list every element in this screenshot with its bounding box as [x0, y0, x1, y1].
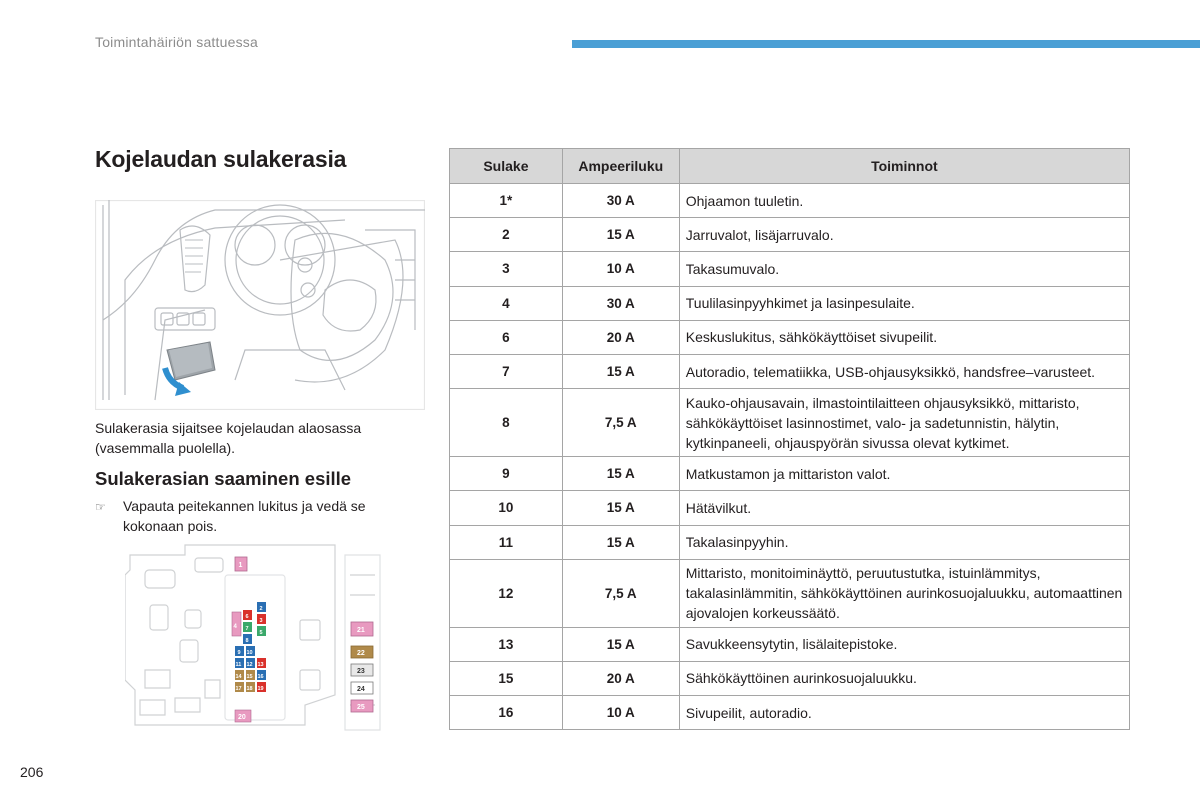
table-row: [450, 286, 1130, 320]
fuse-label-16: 16: [257, 674, 264, 680]
table-row: [450, 525, 1130, 559]
fuse-number-cell: 3: [450, 252, 563, 286]
amperage-cell: 30 A: [562, 184, 679, 218]
fuse-label-7: 7: [245, 626, 249, 632]
hand-pointer-icon: ☞: [95, 500, 106, 514]
fuse-number-cell: 11: [450, 525, 563, 559]
function-cell: Hätävilkut.: [679, 491, 1129, 525]
column-header-amperage: Ampeeriluku: [562, 149, 679, 184]
function-cell: Ohjaamon tuuletin.: [679, 184, 1129, 218]
fuse-label-13: 13: [257, 662, 264, 668]
section-title: Toimintahäiriön sattuessa: [95, 34, 258, 50]
function-cell: Matkustamon ja mittariston valot.: [679, 457, 1129, 491]
table-row: [450, 457, 1130, 491]
amperage-cell: 10 A: [562, 696, 679, 730]
fuse-number-cell: 12: [450, 559, 563, 627]
fuse-table: [449, 148, 1130, 730]
instruction-text: Vapauta peitekannen lukitus ja vedä se kokonaan pois.: [123, 498, 366, 534]
table-row: [450, 320, 1130, 354]
amperage-cell: 15 A: [562, 457, 679, 491]
page-number: 206: [20, 764, 44, 780]
table-row: [450, 491, 1130, 525]
amperage-cell: 20 A: [562, 320, 679, 354]
table-row: [450, 184, 1130, 218]
fuse-box-diagram: [125, 540, 390, 735]
function-cell: Tuulilasinpyyhkimet ja lasinpesulaite.: [679, 286, 1129, 320]
table-row: [450, 559, 1130, 627]
fuse-label-17: 17: [235, 686, 242, 692]
fuse-number-cell: 13: [450, 627, 563, 661]
amperage-cell: 7,5 A: [562, 389, 679, 457]
column-header-fuse: Sulake: [450, 149, 563, 184]
table-row: [450, 627, 1130, 661]
fuse-number-cell: 2: [450, 218, 563, 252]
fuse-label-20: 20: [238, 714, 246, 721]
fuse-label-18: 18: [246, 686, 253, 692]
amperage-cell: 10 A: [562, 252, 679, 286]
fuse-number-cell: 9: [450, 457, 563, 491]
dashboard-illustration: [95, 200, 425, 410]
function-cell: Keskuslukitus, sähkökäyttöiset sivupeilit.: [679, 320, 1129, 354]
fuse-label-1: 1: [238, 562, 243, 569]
fuse-label-14: 14: [235, 674, 242, 680]
page-header: [0, 0, 1200, 60]
amperage-cell: 15 A: [562, 218, 679, 252]
fuse-label-12: 12: [246, 662, 253, 668]
amperage-cell: 15 A: [562, 525, 679, 559]
fuse-number-cell: 6: [450, 320, 563, 354]
amperage-cell: 20 A: [562, 661, 679, 695]
fuse-label-24: 24: [357, 686, 365, 693]
table-row: [450, 661, 1130, 695]
fuse-number-cell: 10: [450, 491, 563, 525]
fuse-label-15: 15: [246, 674, 253, 680]
fuse-label-21: 21: [357, 627, 365, 634]
location-caption: Sulakerasia sijaitsee kojelaudan alaosassa (vasemmalla puolella).: [95, 420, 362, 456]
fuse-label-19: 19: [257, 686, 264, 692]
amperage-cell: 15 A: [562, 491, 679, 525]
column-header-functions: Toiminnot: [679, 149, 1129, 184]
accent-bar: [572, 40, 1200, 48]
fuse-label-9: 9: [237, 650, 241, 656]
fuse-number-cell: 16: [450, 696, 563, 730]
fuse-label-5: 5: [259, 630, 263, 636]
amperage-cell: 15 A: [562, 627, 679, 661]
fuse-label-2: 2: [259, 606, 263, 612]
fuse-number-cell: 1*: [450, 184, 563, 218]
table-header-row: [450, 149, 1130, 184]
fuse-label-3: 3: [259, 618, 263, 624]
amperage-cell: 7,5 A: [562, 559, 679, 627]
fuse-label-10: 10: [246, 650, 253, 656]
amperage-cell: 30 A: [562, 286, 679, 320]
fuse-label-23: 23: [357, 668, 365, 675]
fuse-number-cell: 7: [450, 354, 563, 388]
fuse-label-4: 4: [233, 624, 237, 630]
left-column: [95, 140, 425, 173]
fuse-label-11: 11: [235, 662, 242, 668]
page-title: Kojelaudan sulakerasia: [95, 146, 347, 172]
fuse-label-6: 6: [245, 614, 249, 620]
table-row: [450, 218, 1130, 252]
function-cell: Kauko-ohjausavain, ilmastointilaitteen ohjausyksikkö, mittaristo, sähkökäyttöiset lasinnostimet, valo- ja sadetunnistin, hälytin, kytkinpaneeli, ohjauspyörän sivussa olevat kytkimet.: [679, 389, 1129, 457]
function-cell: Autoradio, telematiikka, USB-ohjausyksikkö, handsfree–varusteet.: [679, 354, 1129, 388]
table-row: [450, 389, 1130, 457]
function-cell: Takasumuvalo.: [679, 252, 1129, 286]
function-cell: Takalasinpyyhin.: [679, 525, 1129, 559]
instruction-item: [95, 496, 405, 536]
function-cell: Savukkeensytytin, lisälaitepistoke.: [679, 627, 1129, 661]
fuse-number-cell: 15: [450, 661, 563, 695]
function-cell: Jarruvalot, lisäjarruvalo.: [679, 218, 1129, 252]
amperage-cell: 15 A: [562, 354, 679, 388]
table-row: [450, 252, 1130, 286]
section-subtitle: Sulakerasian saaminen esille: [95, 468, 352, 489]
fuse-label-22: 22: [357, 650, 365, 657]
function-cell: Sivupeilit, autoradio.: [679, 696, 1129, 730]
table-row: [450, 354, 1130, 388]
fuse-number-cell: 8: [450, 389, 563, 457]
table-row: [450, 696, 1130, 730]
fuse-label-25: 25: [357, 704, 365, 711]
function-cell: Mittaristo, monitoiminäyttö, peruutustutka, istuinlämmitys, takalasinlämmitin, sähkökäyttöinen aurinkosuojaluukku, automaattinen ajovalojen korkeussäätö.: [679, 559, 1129, 627]
table-body: [450, 184, 1130, 730]
function-cell: Sähkökäyttöinen aurinkosuojaluukku.: [679, 661, 1129, 695]
fuse-number-cell: 4: [450, 286, 563, 320]
fuse-label-8: 8: [245, 638, 249, 644]
